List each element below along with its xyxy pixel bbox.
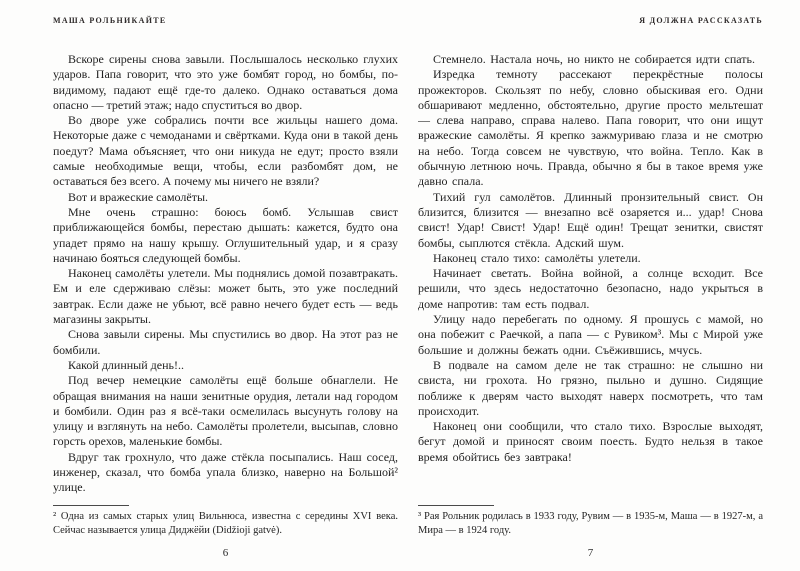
paragraph: В подвале на самом деле не так страшно: не слышно ни свиста, ни грохота. Но грязно, пыльно и душно. Сидящие поближе к дверям часто выходят наверх посмотреть, что там происходит. xyxy=(418,357,763,418)
page-number: 7 xyxy=(587,547,594,559)
paragraph: Какой длинный день!.. xyxy=(68,357,184,372)
paragraph: Снова завыли сирены. Мы спустились во двор. На этот раз не бомбили. xyxy=(53,327,398,357)
footnote-block-right xyxy=(418,505,763,537)
footnote: ² Одна из самых старых улиц Вильнюса, известна с середины XVI века. Сейчас называется улица Диджёйи (Didžioji gatvė). xyxy=(53,511,398,536)
footnote-block-left xyxy=(53,505,398,537)
paragraph: Улицу надо перебегать по одному. Я прошусь с мамой, но она побежит с Раечкой, а папа — с Рувиком³. Мы с Мирой уже большие и должны бежать одни. Съёжившись, мчусь. xyxy=(418,312,763,357)
paragraph: Начинает светать. Война войной, а солнце всходит. Все решили, что здесь недостаточно безопасно, надо укрыться в доме напротив: там есть подвал. xyxy=(418,266,763,311)
paragraph: Тихий гул самолётов. Длинный пронзительный свист. Он близится, близится — внезапно всё озаряется и... удар! Снова свист! Удар! Свист! Удар! Ещё один! Трещат зенитки, свистят бомбы, сыплются стёкла. Адский шум. xyxy=(418,189,763,250)
paragraph: Наконец самолёты улетели. Мы поднялись домой позавтракать. Ем и еле сдерживаю слёзы: может быть, это уже последний завтрак. Если даже не убьют, всё равно нечего будет есть — ведь магазины закрыты. xyxy=(53,266,398,327)
footnote-divider xyxy=(418,505,494,506)
running-head-author: МАША РОЛЬНИКАЙТЕ xyxy=(53,16,167,25)
page-right xyxy=(418,0,763,571)
body-text-right xyxy=(418,52,763,504)
paragraph: Вдруг так грохнуло, что даже стёкла посыпались. Наш сосед, инженер, сказал, что бомба упала близко, наверно на Большой² улице. xyxy=(53,449,398,495)
footnote-divider xyxy=(53,505,129,506)
running-head-title: Я ДОЛЖНА РАССКАЗАТЬ xyxy=(639,16,763,25)
page-left xyxy=(53,0,398,571)
paragraph: Во дворе уже собрались почти все жильцы нашего дома. Некоторые даже с чемоданами и свёртками. Куда они в такой день поедут? Мама объясняет, что они никуда не едут; просто взяли самые необходимые вещи, чтобы, если разбомбят дом, не оставаться без всего. А почему мы ничего не взяли? xyxy=(53,113,398,189)
paragraph: Наконец они сообщили, что стало тихо. Взрослые выходят, бегут домой и приносят своим поесть. Будто нельзя в такое время обойтись без завтрака! xyxy=(418,419,763,464)
paragraph: Вскоре сирены снова завыли. Послышалось несколько глухих ударов. Папа говорит, что это уже бомбят город, но бомбы, по-видимому, падают ещё где-то далеко. Однако оставаться дома опасно — третий этаж; надо спуститься во двор. xyxy=(53,52,398,112)
paragraph: Стемнело. Настала ночь, но никто не собирается идти спать. xyxy=(433,52,756,66)
paragraph: Наконец стало тихо: самолёты улетели. xyxy=(433,250,641,265)
page-number: 6 xyxy=(222,547,229,559)
paragraph: Изредка темноту рассекают перекрёстные полосы прожекторов. Скользят по небу, словно обыскивая его. Одни обшаривают медленно, обстоятельно, другие просто мельтешат — слева направо, справа налево. Папа говорит, что они ищут вражеские самолёты. Я крепко зажмуриваю глаза и не смотрю на небо. Тогда совсем не чувствую, что война. Тепло. Как в обычную летнюю ночь. Правда, обычно я бы в такое время уже давно спала. xyxy=(418,67,763,189)
footnote: ³ Рая Рольник родилась в 1933 году, Рувим — в 1935-м, Маша — в 1927-м, а Мира — в 1924 году. xyxy=(418,511,763,536)
paragraph: Под вечер немецкие самолёты ещё больше обнаглели. Не обращая внимания на наши зенитные орудия, летали над городом и бомбили. Один раз я всё-таки осмелилась высунуть голову на улицу и взглянуть на небо. Самолёты пролетели, высыпав, словно горсть орехов, маленькие бомбы. xyxy=(53,373,398,449)
body-text-left xyxy=(53,52,398,504)
paragraph: Мне очень страшно: боюсь бомб. Услышав свист приближающейся бомбы, перестаю дышать: кажется, будто она упадет прямо на нашу крышу. Оглушительный удар, и я сразу начинаю бояться следующей бомбы. xyxy=(53,204,398,265)
paragraph: Вот и вражеские самолёты. xyxy=(68,189,209,204)
